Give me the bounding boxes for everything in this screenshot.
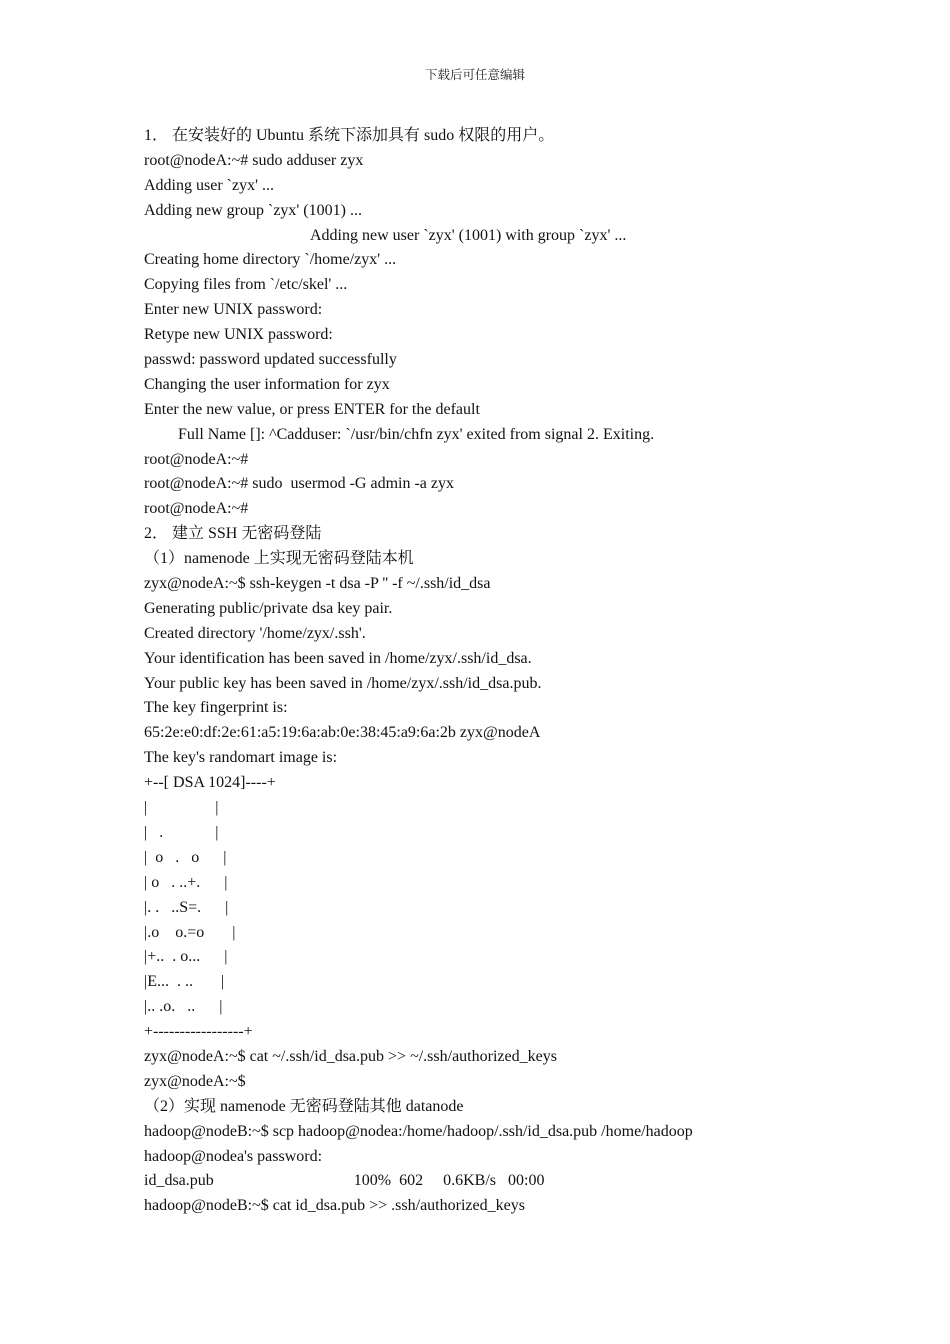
section-heading-1: 1． 在安装好的 Ubuntu 系统下添加具有 sudo 权限的用户。	[144, 127, 555, 144]
terminal-line: zyx@nodeA:~$ cat ~/.ssh/id_dsa.pub >> ~/.ssh/authorized_keys	[144, 1047, 557, 1065]
page-header: 下载后可任意编辑	[424, 67, 525, 82]
terminal-line: zyx@nodeA:~$	[144, 1072, 246, 1090]
terminal-line: Your identification has been saved in /home/zyx/.ssh/id_dsa.	[144, 649, 532, 667]
randomart-line: |E... . .. |	[144, 973, 225, 991]
randomart-line: |.o o.=o |	[144, 923, 236, 941]
terminal-line: hadoop@nodeB:~$ cat id_dsa.pub >> .ssh/authorized_keys	[144, 1197, 525, 1215]
randomart-line: +-----------------+	[144, 1023, 253, 1041]
terminal-line: Adding new user `zyx' (1001) with group `zyx' ...	[310, 226, 627, 244]
randomart-line: +--[ DSA 1024]----+	[144, 774, 276, 792]
terminal-line: The key's randomart image is:	[144, 749, 338, 767]
section-heading-2: 2． 建立 SSH 无密码登陆	[144, 525, 322, 543]
terminal-line: Copying files from `/etc/skel' ...	[144, 276, 348, 294]
randomart-line: |.. .o. .. |	[144, 998, 223, 1016]
randomart-line: | . |	[144, 823, 219, 841]
subsection-heading-1: （1）namenode 上实现无密码登陆本机	[144, 550, 414, 568]
terminal-line: Adding user `zyx' ...	[144, 176, 274, 194]
terminal-line: root@nodeA:~#	[144, 450, 249, 468]
terminal-line: zyx@nodeA:~$ ssh-keygen -t dsa -P '' -f ~/.ssh/id_dsa	[144, 575, 491, 593]
terminal-line: Generating public/private dsa key pair.	[144, 599, 393, 617]
terminal-line: hadoop@nodea's password:	[144, 1147, 323, 1165]
terminal-line: 65:2e:e0:df:2e:61:a5:19:6a:ab:0e:38:45:a9:6a:2b zyx@nodeA	[144, 724, 541, 742]
terminal-line: Retype new UNIX password:	[144, 326, 333, 344]
terminal-line: root@nodeA:~#	[144, 500, 249, 518]
terminal-line: Adding new group `zyx' (1001) ...	[144, 201, 362, 219]
terminal-line: Creating home directory `/home/zyx' ...	[144, 251, 397, 269]
terminal-line: The key fingerprint is:	[144, 699, 288, 717]
terminal-line: Enter the new value, or press ENTER for the default	[144, 400, 480, 418]
randomart-line: | o . ..+. |	[144, 873, 228, 891]
terminal-line: Changing the user information for zyx	[144, 375, 390, 393]
terminal-line: root@nodeA:~# sudo usermod -G admin -a zyx	[144, 475, 454, 493]
terminal-line: passwd: password updated successfully	[144, 351, 397, 369]
terminal-line: id_dsa.pub 100% 602 0.6KB/s 00:00	[144, 1172, 545, 1190]
terminal-line: Your public key has been saved in /home/zyx/.ssh/id_dsa.pub.	[144, 674, 542, 692]
terminal-line: Enter new UNIX password:	[144, 301, 323, 319]
randomart-line: | o . o |	[144, 848, 227, 866]
terminal-line: Created directory '/home/zyx/.ssh'.	[144, 624, 366, 642]
terminal-line: hadoop@nodeB:~$ scp hadoop@nodea:/home/hadoop/.ssh/id_dsa.pub /home/hadoop	[144, 1122, 693, 1140]
terminal-line: root@nodeA:~# sudo adduser zyx	[144, 151, 364, 169]
document-body	[144, 124, 904, 1219]
subsection-heading-2: （2）实现 namenode 无密码登陆其他 datanode	[144, 1097, 464, 1115]
randomart-line: |. . ..S=. |	[144, 898, 229, 916]
terminal-line: Full Name []: ^Cadduser: `/usr/bin/chfn zyx' exited from signal 2. Exiting.	[178, 425, 655, 443]
randomart-line: | |	[144, 799, 219, 817]
randomart-line: |+.. . o... |	[144, 948, 228, 966]
